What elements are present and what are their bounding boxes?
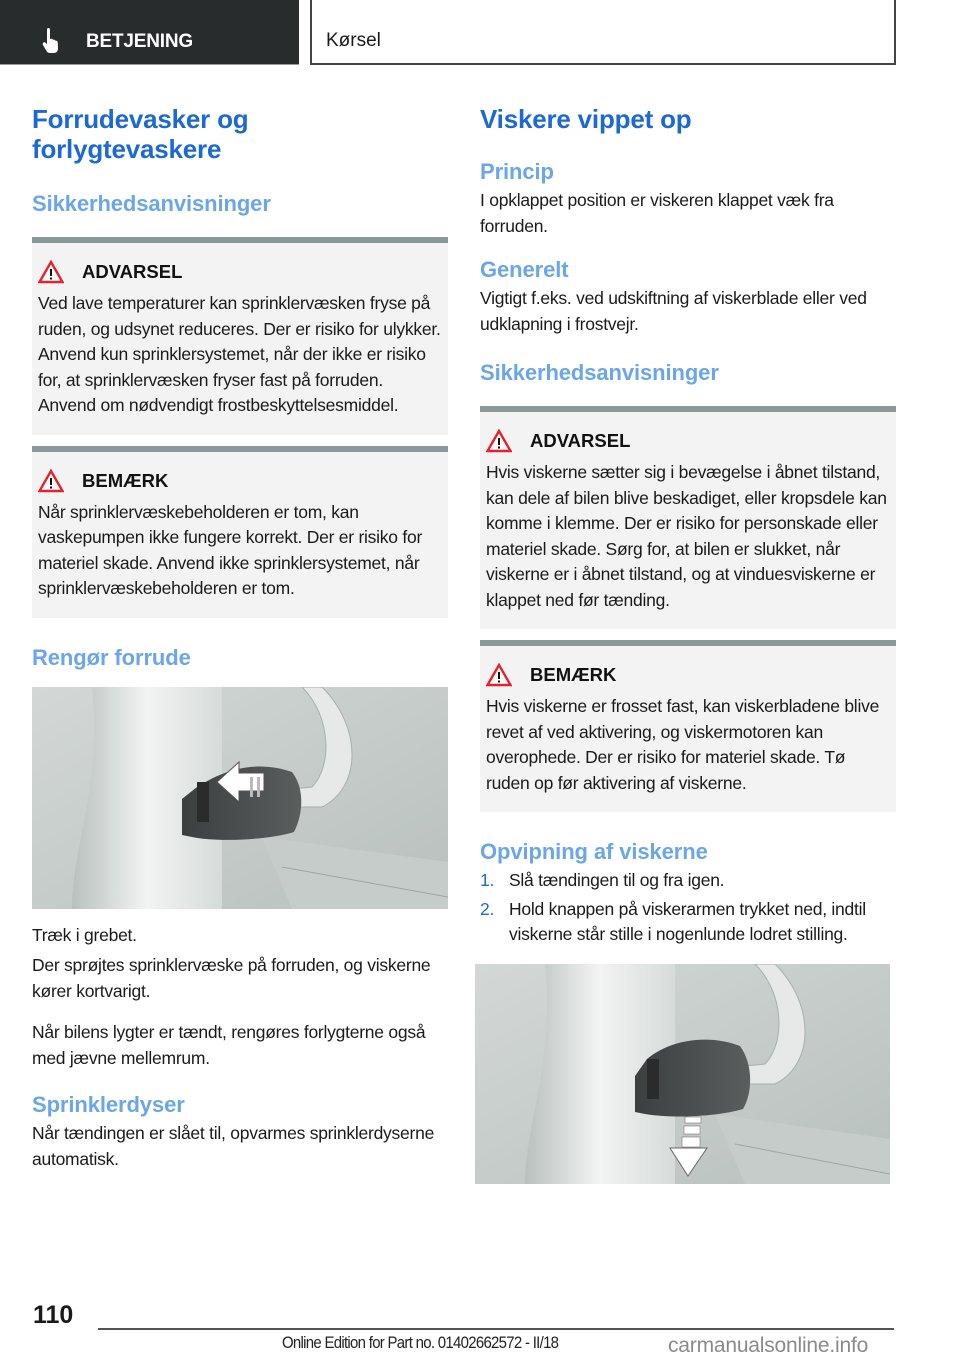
warning-triangle-icon (486, 429, 512, 453)
page-number: 110 (33, 1301, 74, 1329)
chapter-label: Kørsel (326, 30, 381, 51)
notice-title-row (38, 466, 448, 496)
step-text: Slå tændingen til og fra igen. (509, 870, 725, 890)
section-title-line-1: Forrudevasker og (32, 104, 249, 134)
watermark: carmanualsonline.info (668, 1334, 869, 1357)
notice-text: Når sprinklervæskebeholderen er tom, kan vaskepumpen ikke fungere korrekt. Der er risiko for materiel skade. Anvend ikke sprinklersystemet, når sprinklervæskebeholderen er tom. (38, 501, 423, 598)
step-number: 2. (480, 898, 495, 919)
fold-up-heading: Opvipning af viskerne (480, 839, 708, 864)
warning-triangle-icon (486, 663, 512, 687)
step-number: 1. (480, 870, 495, 890)
notice-box (32, 446, 448, 618)
section-label: BETJENING (86, 31, 193, 52)
clean-windshield-heading: Rengør forrude (32, 644, 191, 670)
headlight-cleaning-note: Når bilens lygter er tændt, rengøres forlygterne også med jævne mellemrum. (32, 1022, 426, 1068)
notice-box-right (480, 640, 896, 812)
section-title-line-2: forlygtevaskere (32, 134, 222, 164)
left-column (32, 100, 448, 1172)
warning-text: Ved lave temperaturer kan sprinklervæsken fryse på ruden, og udsynet reduceres. Der er risiko for ulykker. Anvend kun sprinklersystemet, når der ikke er risiko for, at sprinklervæsken fryser fast på forruden. Anvend om nødvendigt frostbeskyttelsesmiddel. (38, 293, 441, 415)
section-title-wipers-folded: Viskere vippet op (480, 104, 692, 134)
safety-heading-right: Sikkerhedsanvisninger (480, 360, 719, 385)
notice-title: BEMÆRK (530, 664, 617, 685)
warning-title-row (38, 257, 448, 287)
section-title (32, 104, 448, 164)
fold-up-steps (480, 868, 896, 948)
wiper-stalk-pull-illustration (32, 687, 448, 909)
nozzles-heading: Sprinklerdyser (32, 1092, 185, 1117)
warning-text: Hvis viskerne sætter sig i bevægelse i åbnet tilstand, kan dele af bilen blive beskadiget, eller kropsdele kan komme i klemme. Der er risiko for personskade eller materiel skade. Sørg for, at bilen er slukket, når viskerne er i åbnet tilstand, og at vinduesviskerne er klappet ned før tænding. (486, 462, 887, 610)
notice-title-row (486, 660, 896, 690)
step-text: Hold knappen på viskerarmen trykket ned, indtil viskerne står stille i nogenlunde lodret stilling. (509, 898, 866, 944)
step-item (480, 897, 896, 948)
instruction-pull-lever: Træk i grebet. (32, 924, 137, 945)
principle-heading: Princip (480, 159, 554, 184)
general-heading: Generelt (480, 257, 569, 282)
notice-title: BEMÆRK (82, 469, 169, 491)
warning-triangle-icon (38, 260, 64, 284)
warning-triangle-icon (38, 469, 64, 493)
warning-title: ADVARSEL (82, 261, 183, 282)
step-item (480, 868, 896, 894)
wiper-stalk-press-down-illustration (475, 964, 890, 1184)
notice-text: Hvis viskerne er frosset fast, kan viskerbladene blive revet af ved aktivering, og viskermotoren kan overophede. Der er risiko for materiel skade. Tø ruden op før aktivering af viskerne. (486, 696, 880, 793)
hand-pointer-icon (40, 28, 64, 54)
principle-text: I opklappet position er viskeren klappet væk fra forruden. (480, 190, 834, 236)
warning-box (32, 237, 448, 435)
edition-note: Online Edition for Part no. 01402662572 - II/18 (282, 1333, 559, 1352)
safety-heading: Sikkerhedsanvisninger (32, 191, 271, 216)
right-column (480, 100, 896, 1184)
warning-title: ADVARSEL (530, 430, 631, 451)
general-text: Vigtigt f.eks. ved udskiftning af viskerblade eller ved udklapning i frostvejr. (480, 288, 867, 334)
chapter-tab (310, 0, 896, 65)
section-tab (0, 0, 299, 65)
footer-divider (98, 1328, 894, 1330)
warning-title-row (486, 426, 896, 456)
spray-description: Der sprøjtes sprinklervæske på forruden, og viskerne kører kortvarigt. (32, 955, 431, 1001)
warning-box-right (480, 406, 896, 629)
nozzles-text: Når tændingen er slået til, opvarmes sprinklerdyserne automatisk. (32, 1123, 435, 1169)
